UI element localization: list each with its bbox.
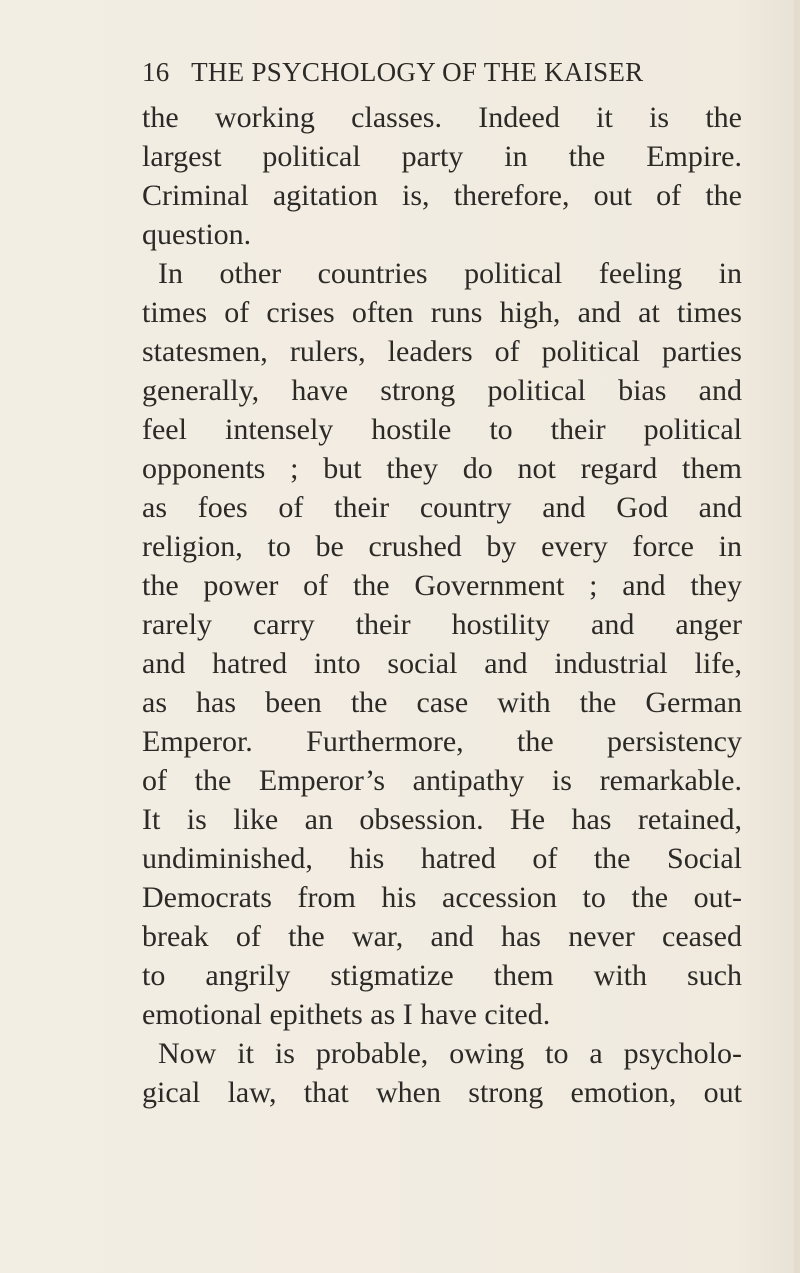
paragraph (142, 254, 742, 1034)
text-line: to angrily stigmatize them with such (142, 959, 742, 992)
text-line: opponents ; but they do not regard them (142, 452, 742, 485)
page-number: 16 (142, 57, 170, 87)
text-line: Emperor. Furthermore, the persistency (142, 725, 742, 758)
text-line: religion, to be crushed by every force in (142, 530, 742, 563)
text-line: feel intensely hostile to their political (142, 413, 742, 446)
paragraph (142, 1034, 742, 1112)
text-line: rarely carry their hostility and anger (142, 608, 742, 641)
text-line: as foes of their country and God and (142, 491, 742, 524)
text-line: It is like an obsession. He has retained, (142, 803, 742, 836)
text-line: undiminished, his hatred of the Social (142, 842, 742, 875)
body-text (142, 98, 742, 1112)
page-header (142, 52, 742, 92)
text-line: gical law, that when strong emotion, out (142, 1076, 742, 1109)
text-line: Now it is probable, owing to a psycholo- (158, 1037, 742, 1070)
text-line: break of the war, and has never ceased (142, 920, 742, 953)
text-line: and hatred into social and industrial life, (142, 647, 742, 680)
page-edge (794, 0, 800, 1273)
text-line: of the Emperor’s antipathy is remarkable. (142, 764, 742, 797)
text-line: largest political party in the Empire. (142, 140, 742, 173)
text-line: generally, have strong political bias and (142, 374, 742, 407)
text-line: In other countries political feeling in (158, 257, 742, 290)
text-line: question. (142, 218, 252, 251)
running-head: THE PSYCHOLOGY OF THE KAISER (191, 57, 644, 87)
text-line: times of crises often runs high, and at times (142, 296, 742, 329)
text-line: Democrats from his accession to the out- (142, 881, 742, 914)
text-line: as has been the case with the German (142, 686, 742, 719)
text-line: emotional epithets as I have cited. (142, 998, 551, 1031)
text-line: the working classes. Indeed it is the (142, 101, 742, 134)
paragraph (142, 98, 742, 254)
text-line: statesmen, rulers, leaders of political parties (142, 335, 742, 368)
text-line: the power of the Government ; and they (142, 569, 742, 602)
text-line: Criminal agitation is, therefore, out of the (142, 179, 742, 212)
